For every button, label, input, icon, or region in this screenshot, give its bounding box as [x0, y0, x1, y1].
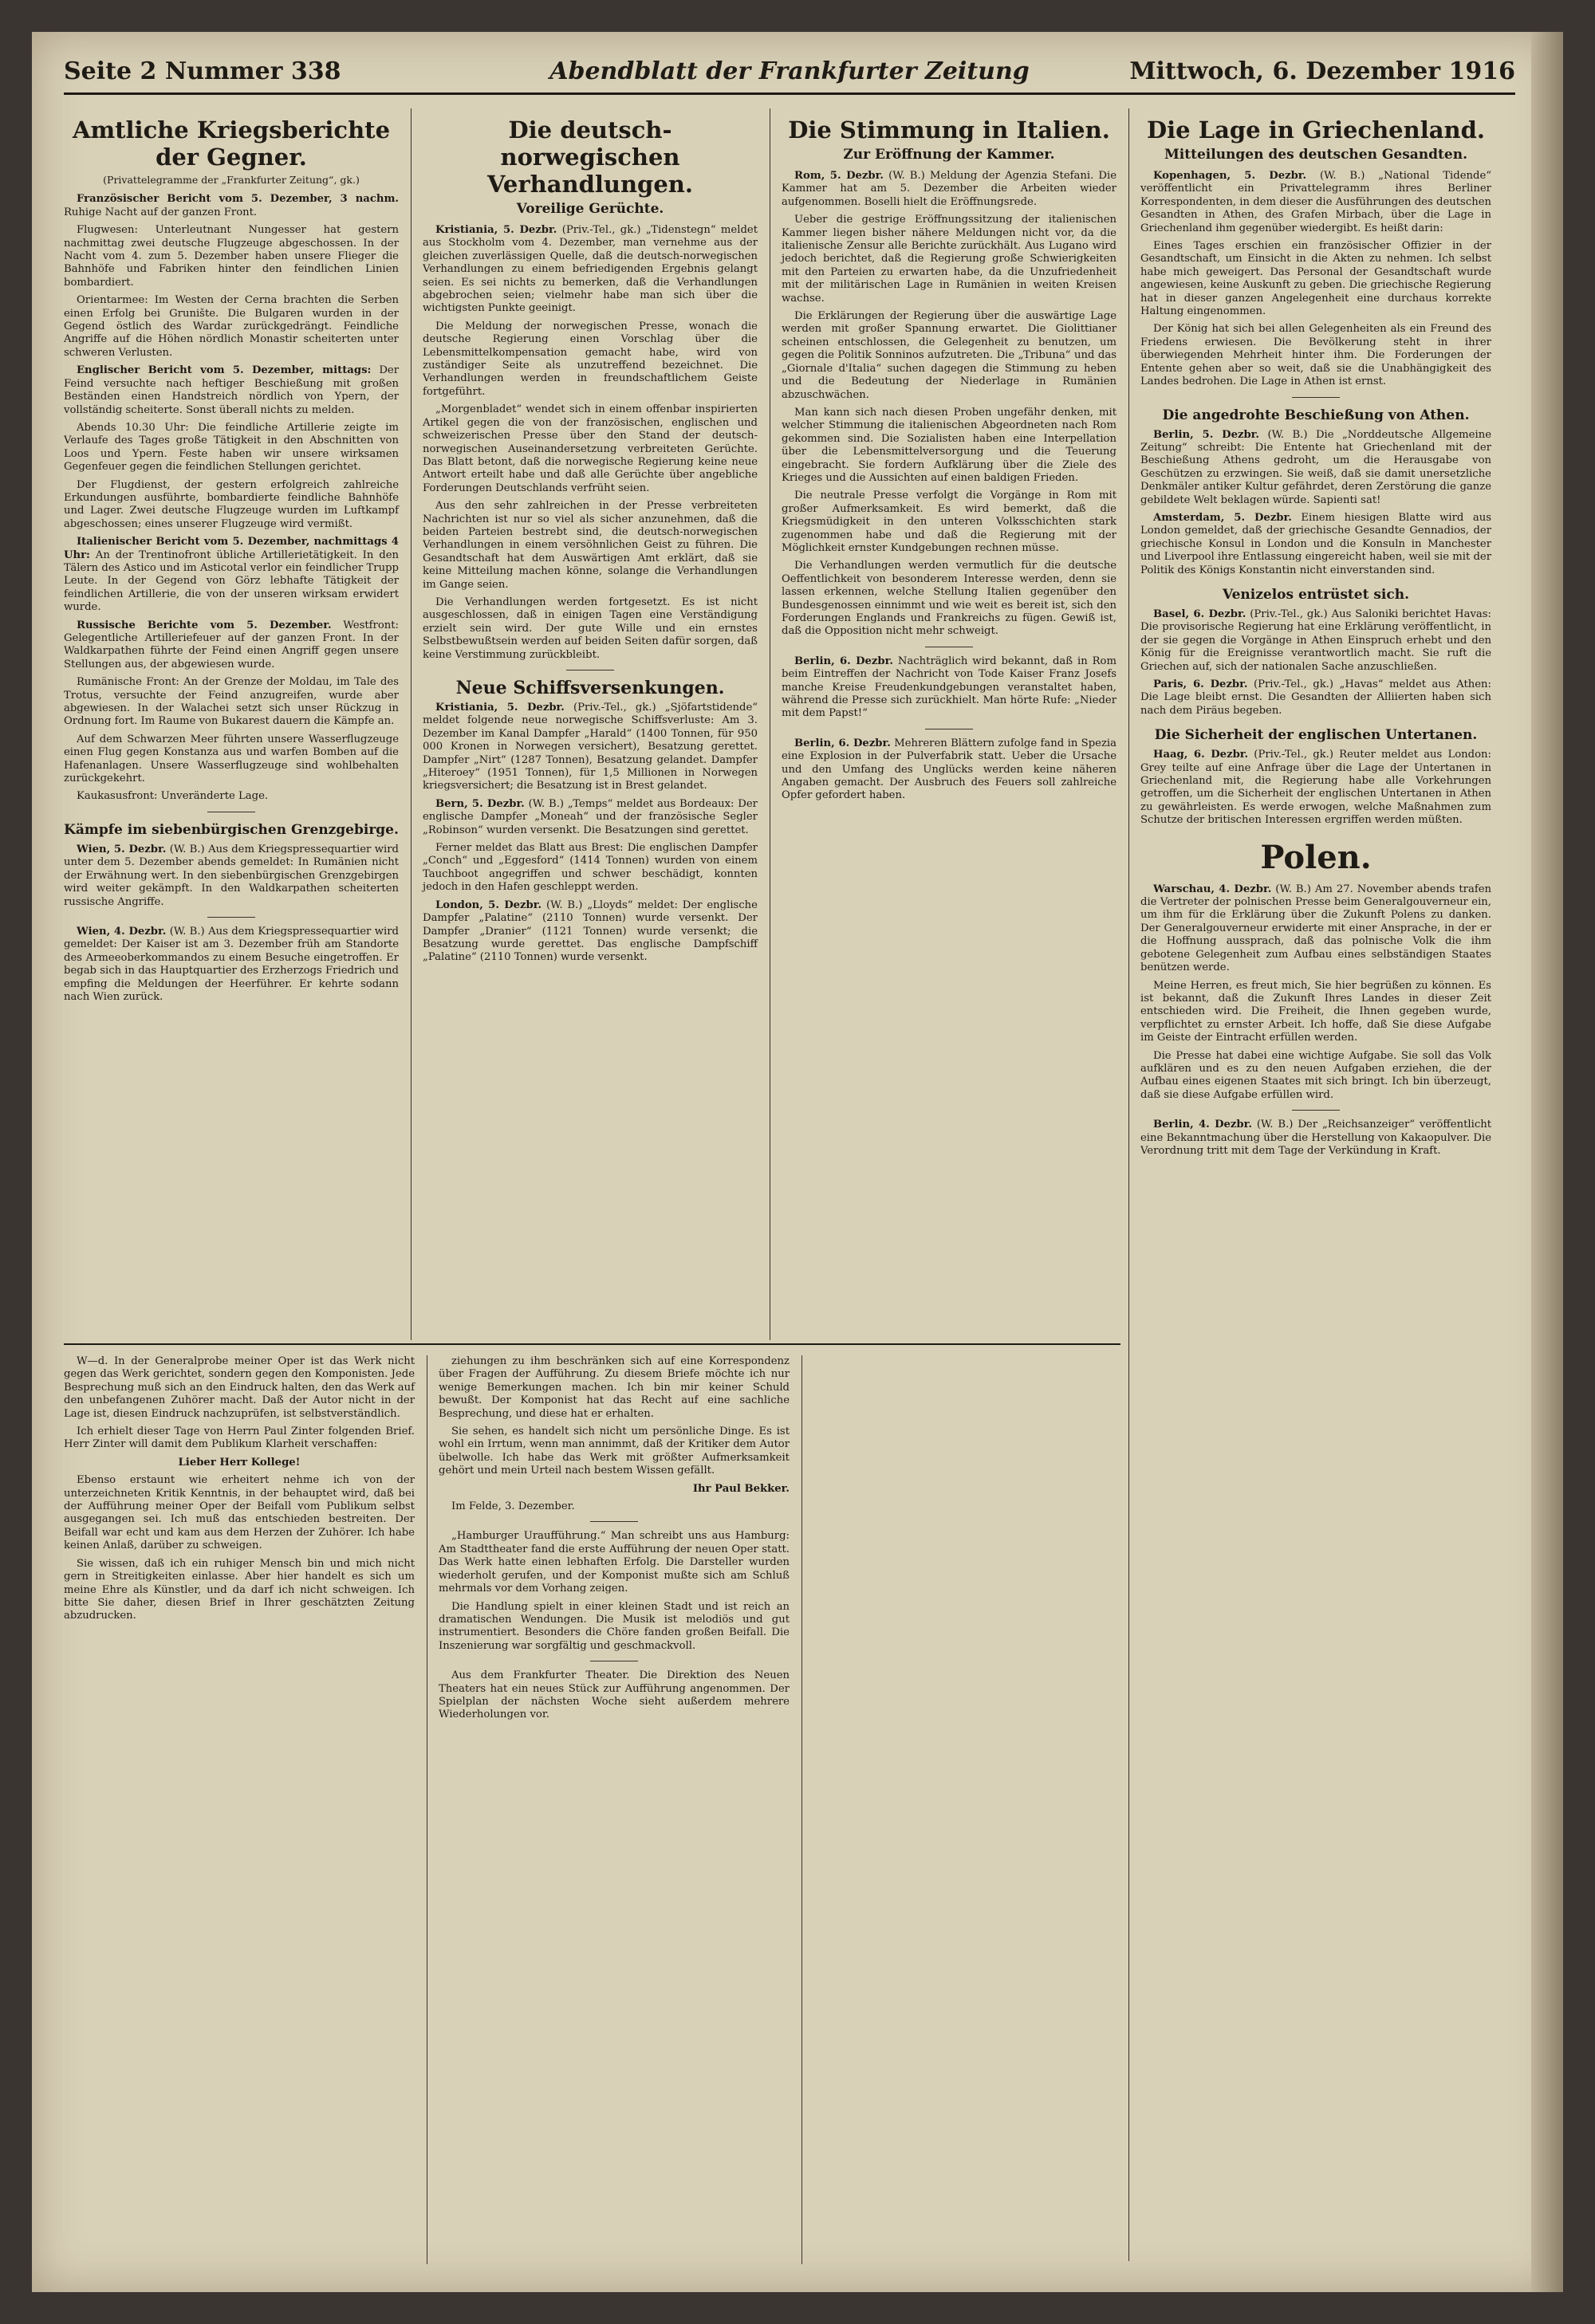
column-greece [1140, 112, 1491, 1162]
article-paragraph: Berlin, 6. Dezbr. Mehreren Blättern zufolge fand in Spezia eine Explosion in der Pulverfabrik statt. Ueber die Ursache und den Umfang des Unglücks werden keine näheren Angaben gemacht. Der Ausbruch des Feuers soll zahlreiche Opfer gefordert haben. [782, 737, 1116, 802]
article-paragraph: Paris, 6. Dezbr. (Priv.-Tel., gk.) „Havas“ meldet aus Athen: Die Lage bleibt ernst. Die Gesandten der Alliierten haben sich nach dem Piräus begeben. [1140, 678, 1491, 717]
subhead-envoy: Mitteilungen des deutschen Gesandten. [1164, 147, 1467, 163]
article-paragraph: Die neutrale Presse verfolgt die Vorgänge in Rom mit großer Aufmerksamkeit. Es wird bemerkt, daß die Kriegsmüdigkeit in den unteren Volksschichten stark zugenommen habe und daß die Regierung mit der Möglichkeit ernster Kundgebungen rechnen müsse. [782, 490, 1116, 554]
article-paragraph: Die Verhandlungen werden vermutlich für die deutsche Oeffentlichkeit von besonderem Interesse werden, denn sie lassen erkennen, welche Stellung Italien gegenüber den Bundesgenossen einnimmt und wie weit es bereit ist, sich den Forderungen Englands und Frankreichs zu fügen. Gewiß ist, daß die Opposition nicht mehr schweigt. [782, 560, 1116, 638]
article-paragraph: Kristiania, 5. Dezbr. (Priv.-Tel., gk.) „Sjöfartstidende“ meldet folgende neue norwegische Schiffsverluste: Am 3. Dezember im Kanal Dampfer „Harald“ (1400 Tonnen, für 950 000 Kronen in Norwegen versichert), Besatzung gerettet. Dampfer „Nirt“ (1287 Tonnen), Besatzung gelandet. Dampfer „Hiteroey“ (1951 Tonnen), für 1,5 Millionen in Norwegen kriegsversichert; die Besatzung ist in Brest gelandet. [423, 702, 758, 792]
page-number: Seite 2 Nummer 338 [64, 57, 341, 85]
article-paragraph: Die Verhandlungen werden fortgesetzt. Es ist nicht ausgeschlossen, daß in einigen Tagen eine Verständigung erzielt sein wird. Der gute Wille und ein ernstes Selbstbewußtsein werden auf beiden Seiten dafür sorgen, daß keine Verstimmung zurückbleibt. [423, 596, 758, 661]
newspaper-title: Abendblatt der Frankfurter Zeitung [549, 57, 1030, 85]
article-paragraph: London, 5. Dezbr. (W. B.) „Lloyds“ meldet: Der englische Dampfer „Palatine“ (2110 Tonnen) wurde versenkt. Der Dampfer „Dranier“ (1121 Tonnen) wurde versenkt; die Besatzung wurde gerettet. Das englische Dampfschiff „Palatine“ (2110 Tonnen) wurde versenkt. [423, 899, 758, 964]
feuilleton-paragraph: W—d. In der Generalprobe meiner Oper ist das Werk nicht gegen das Werk gerichtet, sondern gegen den Komponisten. Jede Besprechung muß sich an den Eindruck halten, den das Werk auf den unbefangenen Zuhörer macht. Daß der Autor nicht in der Lage ist, diesen Eindruck nachzuprüfen, ist selbstverständlich. [64, 1355, 415, 1420]
headline-italy: Die Stimmung in Italien. [788, 116, 1110, 144]
article-paragraph: Amsterdam, 5. Dezbr. Einem hiesigen Blatte wird aus London gemeldet, daß der griechische Gesandte Gennadios, der griechische Konsul in London und die Konsuln in Manchester und Liverpool ihre Entlassung eingereicht haben, weil sie mit der Politik des Königs Konstantin nicht einverstanden sind. [1140, 511, 1491, 576]
article-paragraph: Die Meldung der norwegischen Presse, wonach die deutsche Regierung einen Vorschlag über die Lebensmittelkompensation gemacht habe, wird von zuständiger Seite als unzutreffend bezeichnet. Die Verhandlungen werden in freundschaftlichem Geiste fortgeführt. [423, 320, 758, 398]
article-paragraph: Eines Tages erschien ein französischer Offizier in der Gesandtschaft, um Einsicht in die Akten zu nehmen. Ich selbst habe mich geweigert. Das Personal der Gesandtschaft wurde angewiesen, keine Auskunft zu geben. Die griechische Regierung hat in dieser ganzen Angelegenheit eine durchaus korrekte Haltung eingenommen. [1140, 240, 1491, 318]
article-paragraph: Flugwesen: Unterleutnant Nungesser hat gestern nachmittag zwei deutsche Flugzeuge abgeschossen. In der Nacht vom 4. zum 5. Dezember haben unsere Flieger die Bahnhöfe und Fabriken hinter den feindlichen Linien bombardiert. [64, 224, 399, 289]
feuilleton-paragraph: Die Handlung spielt in einer kleinen Stadt und ist reich an dramatischen Wendungen. Die Musik ist melodiös und gut instrumentiert. Besonders die Chöre fanden großen Beifall. Die Inszenierung war sorgfältig und geschmackvoll. [439, 1600, 790, 1652]
headline-transylvania: Kämpfe im siebenbürgischen Grenzgebirge. [64, 821, 399, 838]
feuilleton-column-2 [439, 1355, 790, 1727]
newspaper-page [32, 32, 1563, 2292]
article-paragraph: Wien, 5. Dezbr. (W. B.) Aus dem Kriegspressequartier wird unter dem 5. Dezember abends gemeldet: In Rumänien nicht der Erwähnung wert. In den siebenbürgischen Grenzgebirgen wird weiter gekämpft. In den Waldkarpathen scheiterten russische Angriffe. [64, 843, 399, 908]
article-paragraph: Rom, 5. Dezbr. (W. B.) Meldung der Agenzia Stefani. Die Kammer hat am 5. Dezember die Arbeiten wieder aufgenommen. Boselli hielt die Eröffnungsrede. [782, 170, 1116, 208]
article-paragraph: Haag, 6. Dezbr. (Priv.-Tel., gk.) Reuter meldet aus London: Grey teilte auf eine Anfrage über die Lage der Untertanen in Griechenland mit, die Regierung habe alle Vorkehrungen getroffen, um die Sicherheit der englischen Untertanen in Athen zu gewährleisten. Es werde erwogen, welche Maßnahmen zum Schutze der britischen Interessen ergriffen werden müßten. [1140, 749, 1491, 827]
column-italy [782, 112, 1116, 808]
article-paragraph: Aus den sehr zahlreichen in der Presse verbreiteten Nachrichten ist nur so viel als sicher anzunehmen, daß die beiden Parteien bestrebt sind, die deutsch-norwegischen Verhandlungen in einem versöhnlichen Geist zu führen. Die Gesandtschaft hat dem Auswärtigen Amt erklärt, daß sie keine Mitteilung machen könne, solange die Verhandlungen im Gange seien. [423, 500, 758, 591]
page-binding [1531, 32, 1563, 2292]
column-rule [411, 108, 412, 1340]
headline-norway: Die deutsch-norwegischen Verhandlungen. [487, 116, 693, 198]
feuilleton-column-1 [64, 1355, 415, 1628]
headline-ship-sinkings: Neue Schiffsversenkungen. [455, 678, 725, 698]
telegram-note: (Privattelegramme der „Frankfurter Zeitung“, gk.) [103, 174, 360, 186]
article-paragraph: Die Presse hat dabei eine wichtige Aufgabe. Sie soll das Volk aufklären und es zu den neuen Aufgaben erziehen, die der Aufbau eines eigenen Staates mit sich bringt. Ich bin überzeugt, daß sie diese Aufgabe erfüllen wird. [1140, 1049, 1491, 1101]
article-paragraph: Russische Berichte vom 5. Dezember. Westfront: Gelegentliche Artilleriefeuer auf der ganzen Front. In der Waldkarpathen führte der Feind einen Angriff gegen unsere Stellungen aus, der abgewiesen wurde. [64, 619, 399, 670]
article-paragraph: Kaukasusfront: Unveränderte Lage. [77, 790, 269, 803]
article-paragraph: Auf dem Schwarzen Meer führten unsere Wasserflugzeuge einen Flug gegen Konstanza aus und warfen Bomben auf die Hafenanlagen. Unsere Wasserflugzeuge sind wohlbehalten zurückgekehrt. [64, 733, 399, 785]
column-rule [801, 1355, 802, 2264]
article-paragraph: Ueber die gestrige Eröffnungssitzung der italienischen Kammer liegen bisher nähere Meldungen nicht vor, da die italienische Zensur alle Berichte zurückhält. Aus Lugano wird jedoch berichtet, daß die Regierung große Schwierigkeiten mit den Parteien zu erwarten habe, da die Unzufriedenheit mit der militärischen Lage in Rumänien in weiten Kreisen wachse. [782, 214, 1116, 305]
feuilleton-dateline: Im Felde, 3. Dezember. [451, 1500, 575, 1513]
article-paragraph: Italienischer Bericht vom 5. Dezember, nachmittags 4 Uhr: An der Trentinofront übliche Artillerietätigkeit. In den Tälern des Astico und im Asticotal verlor ein feindlicher Trupp Leute. In der Gegend von Görz lebhafte Tätigkeit der feindlichen Artillerie, die von der unseren wirksam erwidert wurde. [64, 536, 399, 614]
feuilleton-paragraph: Aus dem Frankfurter Theater. Die Direktion des Neuen Theaters hat ein neues Stück zur Aufführung angenommen. Der Spielplan der nächsten Woche sieht außerdem mehrere Wiederholungen vor. [439, 1669, 790, 1721]
article-paragraph: Berlin, 4. Dezbr. (W. B.) Der „Reichsanzeiger“ veröffentlicht eine Bekanntmachung über die Herstellung von Kakaopulver. Die Verordnung tritt mit dem Tage der Verkündung in Kraft. [1140, 1119, 1491, 1157]
author-signature: Ihr Paul Bekker. [692, 1482, 790, 1495]
headline-venizelos: Venizelos entrüstet sich. [1222, 586, 1410, 603]
separator [207, 917, 255, 918]
article-paragraph: Berlin, 6. Dezbr. Nachträglich wird bekannt, daß in Rom beim Eintreffen der Nachricht von Tode Kaiser Franz Josefs manche Kreise Freudenkundgebungen veranstaltet haben, während die Presse sich zurückhielt. Man hörte Rufe: „Nieder mit dem Papst!“ [782, 655, 1116, 720]
article-paragraph: Wien, 4. Dezbr. (W. B.) Aus dem Kriegspressequartier wird gemeldet: Der Kaiser ist am 3. Dezember früh am Standorte des Armeeoberkommandos zu einem Besuche eingetroffen. Er begab sich in das Hauptquartier des Erzherzogs Friedrich und empfing die Meldungen der Heerführer. Er kehrte sodann nach Wien zurück. [64, 925, 399, 1003]
separator [1292, 397, 1340, 398]
article-paragraph: Warschau, 4. Dezbr. (W. B.) Am 27. November abends trafen die Vertreter der polnischen Presse beim Generalgouverneur ein, um ihm für die Erklärung über die Zukunft Polens zu danken. Der Generalgouverneur erwiderte mit einer Ansprache, in der er die Hoffnung aussprach, daß das polnische Volk die ihm gebotene Gelegenheit zum Aufbau eines selbständigen Staates benützen werde. [1140, 883, 1491, 974]
headline-english-subjects: Die Sicherheit der englischen Untertanen. [1154, 727, 1478, 744]
letter-salutation: Lieber Herr Kollege! [178, 1456, 301, 1469]
headline-poland: Polen. [1260, 838, 1372, 876]
article-paragraph: Ferner meldet das Blatt aus Brest: Die englischen Dampfer „Conch“ und „Eggesford“ (1414 Tonnen) wurden von einem Tauchboot angegriffen und schwer beschädigt, konnten jedoch in den Hafen geschleppt werden. [423, 842, 758, 894]
separator [590, 1521, 638, 1522]
article-paragraph: „Morgenbladet“ wendet sich in einem offenbar inspirierten Artikel gegen die von der französischen, englischen und schweizerischen Presse über den Stand der deutsch-norwegischen Auseinandersetzung verbreiteten Gerüchte. Das Blatt betont, daß die norwegische Regierung keine neue Antwort erteilt habe und daß alle Gerüchte über angebliche Forderungen Deutschlands verfrüht seien. [423, 403, 758, 494]
feuilleton-paragraph: „Hamburger Uraufführung.“ Man schreibt uns aus Hamburg: Am Stadttheater fand die erste Aufführung der neuen Oper statt. Das Werk hatte einen lebhaften Erfolg. Die Darsteller wurden wiederholt gerufen, und der Komponist mußte sich am Schluß mehrmals vor dem Vorhang zeigen. [439, 1530, 790, 1595]
article-paragraph: Berlin, 5. Dezbr. (W. B.) Die „Norddeutsche Allgemeine Zeitung“ schreibt: Die Entente hat Griechenland mit der Beschießung Athens gedroht, um die Herausgabe von Geschützen zu erzwingen. Sie weiß, daß sie damit unersetzliche Denkmäler antiker Kultur gefährdet, deren Zerstörung die ganze gebildete Welt beklagen würde. Sapienti sat! [1140, 428, 1491, 506]
article-paragraph: Bern, 5. Dezbr. (W. B.) „Temps“ meldet aus Bordeaux: Der englische Dampfer „Moneah“ und der französische Segler „Robinson“ wurden versenkt. Die Besatzungen sind gerettet. [423, 797, 758, 836]
separator [1292, 1110, 1340, 1111]
article-paragraph: Abends 10.30 Uhr: Die feindliche Artillerie zeigte im Verlaufe des Tages große Tätigkeit in den Abschnitten von Loos und Ypern. Feste haben wir unsere wirksamen Gegenfeuer gegen die feindlichen Stellungen gerichtet. [64, 421, 399, 474]
article-paragraph: Basel, 6. Dezbr. (Priv.-Tel., gk.) Aus Saloniki berichtet Havas: Die provisorische Regierung hat eine Erklärung veröffentlicht, in der sie gegen die Vorgänge in Athen Einspruch erhebt und den König für die Ereignisse verantwortlich macht. Sie ruft die Griechen auf, sich der nationalen Sache anzuschließen. [1140, 608, 1491, 673]
feuilleton-paragraph: ziehungen zu ihm beschränken sich auf eine Korrespondenz über Fragen der Aufführung. Zu diesem Briefe möchte ich nur wenige Bemerkungen machen. Ich bin mir keiner Schuld bewußt. Der Komponist hat das Recht auf eine sachliche Besprechung, und diese hat er erhalten. [439, 1355, 790, 1420]
column-rule [1128, 108, 1129, 2261]
column-norway [423, 112, 758, 969]
masthead [64, 51, 1515, 95]
feuilleton-paragraph: Sie wissen, daß ich ein ruhiger Mensch bin und mich nicht gern in Streitigkeiten einlasse. Aber hier handelt es sich um meine Ehre als Künstler, und da darf ich nicht schweigen. Ich bitte Sie daher, diesen Brief in Ihrer geschätzten Zeitung abzudrucken. [64, 1557, 415, 1622]
column-war-reports [64, 112, 399, 1009]
article-paragraph: Rumänische Front: An der Grenze der Moldau, im Tale des Trotus, versuchte der Feind anzugreifen, wurde aber abgewiesen. In der Walachei setzt sich unser Rückzug in Ordnung fort. Im Raume von Bukarest dauern die Kämpfe an. [64, 676, 399, 728]
article-paragraph: Meine Herren, es freut mich, Sie hier begrüßen zu können. Es ist bekannt, daß die Zukunft Ihres Landes in dieser Zeit entschieden wird. Die Freiheit, die Ihnen gegeben wurde, verpflichtet zu ernster Arbeit. Ich hoffe, daß Sie diese Aufgabe im Geiste der Eintracht erfüllen werden. [1140, 979, 1491, 1044]
feuilleton-paragraph: Ebenso erstaunt wie erheitert nehme ich von der unterzeichneten Kritik Kenntnis, in der behauptet wird, daß bei der Aufführung meiner Oper der Beifall vom Publikum selbst ausgegangen sei. Ich muß das entschieden bestreiten. Der Beifall war echt und kam aus dem Herzen der Zuhörer. Ich habe keinen Anlaß, darüber zu schweigen. [64, 1474, 415, 1552]
article-paragraph: Der König hat sich bei allen Gelegenheiten als ein Freund des Friedens erwiesen. Die Bevölkerung steht in ihrer überwiegenden Mehrheit hinter ihm. Die Forderungen der Entente gehen aber so weit, daß sie die Unabhängigkeit des Landes bedrohen. Die Lage in Athen ist ernst. [1140, 323, 1491, 388]
article-paragraph: Kopenhagen, 5. Dezbr. (W. B.) „National Tidende“ veröffentlicht ein Privattelegramm ihres Berliner Korrespondenten, in dem dieser die Ausführungen des deutschen Gesandten in Athen, des Grafen Mirbach, über die Lage in Griechenland ihm gegenüber wiedergibt. Es heißt darin: [1140, 170, 1491, 234]
article-paragraph: Englischer Bericht vom 5. Dezember, mittags: Der Feind versuchte nach heftiger Beschießung mit großen Beständen einen Handstreich nördlich von Ypern, der vollständig scheiterte. Sonst überall nichts zu melden. [64, 364, 399, 416]
feuilleton-paragraph: Ich erhielt dieser Tage von Herrn Paul Zinter folgenden Brief. Herr Zinter will damit dem Publikum Klarheit verschaffen: [64, 1425, 415, 1451]
article-paragraph: Die Erklärungen der Regierung über die auswärtige Lage werden mit großer Spannung erwartet. Die Giolittianer scheinen entschlossen, die Gelegenheit zu benutzen, um gegen die Politik Sonninos aufzutreten. Die „Tribuna“ und das „Giornale d'Italia“ suchen dagegen die Stimmung zu heben und die Bedeutung der Niederlage in Rumänien abzuschwächen. [782, 310, 1116, 401]
headline-athens-bombardment: Die angedrohte Beschießung von Athen. [1162, 407, 1470, 423]
issue-date: Mittwoch, 6. Dezember 1916 [1129, 57, 1515, 85]
headline-war-reports: Amtliche Kriegsberichte der Gegner. [72, 116, 391, 171]
subhead-chamber: Zur Eröffnung der Kammer. [843, 147, 1055, 163]
article-paragraph: Kristiania, 5. Dezbr. (Priv.-Tel., gk.) „Tidenstegn“ meldet aus Stockholm vom 4. Dezember, man vernehme aus der gleichen zuverlässigen Quelle, daß die deutsch-norwegischen Verhandlungen zu einem befriedigenden Ergebnis gelangt seien. Es sei nichts zu bemerken, daß die Verhandlungen abgebrochen seien; vielmehr habe man sich über die wichtigsten Punkte geeinigt. [423, 224, 758, 315]
feuilleton-rule [64, 1343, 1120, 1345]
article-paragraph: Orientarmee: Im Westen der Cerna brachten die Serben einen Erfolg bei Grunište. Die Bulgaren wurden in der Gegend östlich des Wardar zurückgedrängt. Feindliche Angriffe auf die Höhen nördlich Monastir scheiterten unter schweren Verlusten. [64, 294, 399, 359]
article-paragraph: Man kann sich nach diesen Proben ungefähr denken, mit welcher Stimmung die italienischen Abgeordneten nach Rom gekommen sind. Die Sozialisten haben eine Interpellation über die Lebensmittelversorgung und die Teuerung eingebracht. Sie fordern Aufklärung über die Ziele des Krieges und die Aussichten auf einen baldigen Frieden. [782, 406, 1116, 484]
article-paragraph: Der Flugdienst, der gestern erfolgreich zahlreiche Erkundungen ausführte, bombardierte feindliche Bahnhöfe und Lager. Zwei deutsche Flugzeuge wurden im Luftkampf abgeschossen; eines unserer Flugzeuge wird vermißt. [64, 478, 399, 530]
feuilleton-paragraph: Sie sehen, es handelt sich nicht um persönliche Dinge. Es ist wohl ein Irrtum, wenn man annimmt, daß der Kritiker dem Autor übelwolle. Ich habe das Werk mit größter Aufmerksamkeit gehört und mein Urteil nach bestem Wissen gefällt. [439, 1425, 790, 1477]
headline-greece: Die Lage in Griechenland. [1147, 116, 1485, 144]
subhead-rumors: Voreilige Gerüchte. [516, 201, 664, 217]
article-paragraph: Französischer Bericht vom 5. Dezember, 3 nachm. Ruhige Nacht auf der ganzen Front. [64, 193, 399, 218]
